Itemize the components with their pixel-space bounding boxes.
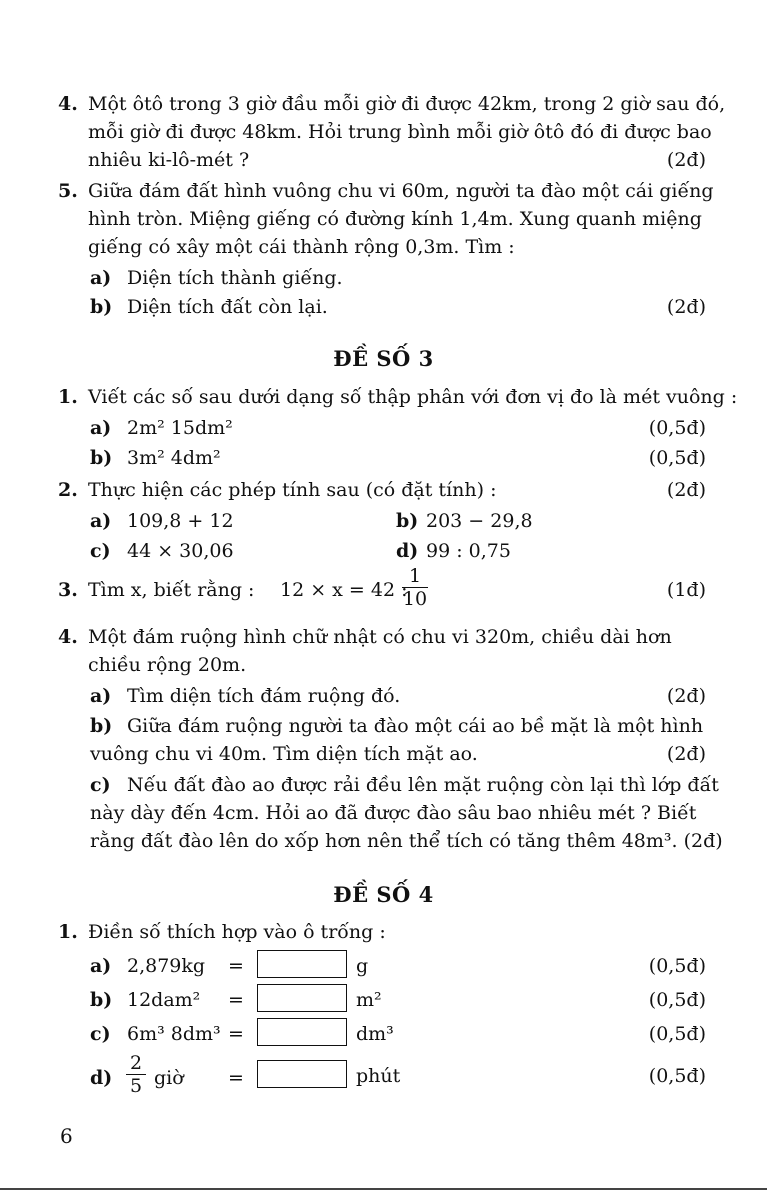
sub-text: rằng đất đào lên do xốp hơn nên thể tích có tăng thêm 48m³. (2đ) <box>90 830 723 852</box>
sub-label: b) <box>396 510 419 532</box>
sub-label: a) <box>90 955 112 977</box>
question-text: chiều rộng 20m. <box>88 654 247 676</box>
answer-box[interactable] <box>257 950 347 978</box>
unit-label: g <box>356 955 369 977</box>
score-label: (0,5đ) <box>648 955 706 977</box>
question-text: Giữa đám đất hình vuông chu vi 60m, người ta đào một cái giếng <box>88 180 714 202</box>
section-heading: ĐỀ SỐ 4 <box>333 882 434 907</box>
score-label: (2đ) <box>666 479 706 501</box>
quantity-left: giờ <box>154 1067 184 1089</box>
sub-label: b) <box>90 989 113 1011</box>
sub-text: 99 : 0,75 <box>426 540 511 562</box>
quantity-left: 6m³ 8dm³ <box>127 1023 221 1045</box>
sub-text: 44 × 30,06 <box>127 540 234 562</box>
sub-text: Diện tích thành giếng. <box>127 267 343 289</box>
question-text: Tìm x, biết rằng : <box>88 579 255 601</box>
sub-label: d) <box>396 540 419 562</box>
score-label: (1đ) <box>666 579 706 601</box>
quantity-left: 12dam² <box>127 989 201 1011</box>
question-text: Một đám ruộng hình chữ nhật có chu vi 320m, chiều dài hơn <box>88 626 672 648</box>
question-number: 1. <box>58 386 78 408</box>
sub-label: a) <box>90 510 112 532</box>
equals-sign: = <box>228 1023 244 1045</box>
unit-label: phút <box>356 1065 401 1087</box>
question-number: 4. <box>58 626 78 648</box>
question-text: hình tròn. Miệng giếng có đường kính 1,4m. Xung quanh miệng <box>88 208 702 230</box>
page-number: 6 <box>60 1124 73 1148</box>
sub-label: a) <box>90 417 112 439</box>
equals-sign: = <box>228 989 244 1011</box>
equals-sign: = <box>228 955 244 977</box>
sub-label: a) <box>90 267 112 289</box>
sub-label: a) <box>90 685 112 707</box>
sub-label: c) <box>90 774 111 796</box>
fraction-denominator: 10 <box>402 588 428 610</box>
sub-text: Tìm diện tích đám ruộng đó. <box>127 685 401 707</box>
quantity-left: 2,879kg <box>127 955 206 977</box>
question-text: Điền số thích hợp vào ô trống : <box>88 921 386 943</box>
unit-label: dm³ <box>356 1023 394 1045</box>
question-number: 5. <box>58 180 78 202</box>
sub-text: Giữa đám ruộng người ta đào một cái ao bề mặt là một hình <box>127 715 704 737</box>
answer-box[interactable] <box>257 984 347 1012</box>
sub-text: này dày đến 4cm. Hỏi ao đã được đào sâu bao nhiêu mét ? Biết <box>90 802 697 824</box>
sub-label: c) <box>90 540 111 562</box>
sub-text: 203 − 29,8 <box>426 510 533 532</box>
score-label: (0,5đ) <box>648 1023 706 1045</box>
question-text: mỗi giờ đi được 48km. Hỏi trung bình mỗi giờ ôtô đó đi được bao <box>88 121 712 143</box>
score-label: (2đ) <box>666 149 706 171</box>
sub-text: 3m² 4dm² <box>127 447 221 469</box>
sub-text: 2m² 15dm² <box>127 417 233 439</box>
question-number: 1. <box>58 921 78 943</box>
question-text: Thực hiện các phép tính sau (có đặt tính) : <box>88 479 497 501</box>
question-text: giếng có xây một cái thành rộng 0,3m. Tìm : <box>88 236 515 258</box>
unit-label: m² <box>356 989 382 1011</box>
score-label: (0,5đ) <box>648 447 706 469</box>
sub-label: b) <box>90 447 113 469</box>
question-number: 3. <box>58 579 78 601</box>
equation: 12 × x = 42 : <box>280 579 408 601</box>
sub-text: Nếu đất đào ao được rải đều lên mặt ruộng còn lại thì lớp đất <box>127 774 719 796</box>
answer-box[interactable] <box>257 1060 347 1088</box>
score-label: (2đ) <box>666 296 706 318</box>
question-text: nhiêu ki-lô-mét ? <box>88 149 250 171</box>
score-label: (2đ) <box>666 743 706 765</box>
question-number: 2. <box>58 479 78 501</box>
score-label: (2đ) <box>666 685 706 707</box>
fraction <box>126 1053 146 1096</box>
fraction <box>402 566 428 609</box>
sub-label: d) <box>90 1067 113 1089</box>
section-heading: ĐỀ SỐ 3 <box>333 346 434 371</box>
fraction-numerator: 2 <box>129 1052 143 1074</box>
answer-box[interactable] <box>257 1018 347 1046</box>
sub-text: vuông chu vi 40m. Tìm diện tích mặt ao. <box>90 743 478 765</box>
fraction-denominator: 5 <box>129 1075 143 1097</box>
sub-text: 109,8 + 12 <box>127 510 234 532</box>
sub-label: c) <box>90 1023 111 1045</box>
sub-label: b) <box>90 715 113 737</box>
score-label: (0,5đ) <box>648 417 706 439</box>
question-number: 4. <box>58 93 78 115</box>
fraction-numerator: 1 <box>408 565 422 587</box>
equals-sign: = <box>228 1067 244 1089</box>
question-text: Viết các số sau dưới dạng số thập phân với đơn vị đo là mét vuông : <box>88 386 738 408</box>
sub-label: b) <box>90 296 113 318</box>
score-label: (0,5đ) <box>648 1065 706 1087</box>
page-edge-line <box>0 1188 767 1190</box>
question-text: Một ôtô trong 3 giờ đầu mỗi giờ đi được 42km, trong 2 giờ sau đó, <box>88 93 726 115</box>
score-label: (0,5đ) <box>648 989 706 1011</box>
sub-text: Diện tích đất còn lại. <box>127 296 328 318</box>
